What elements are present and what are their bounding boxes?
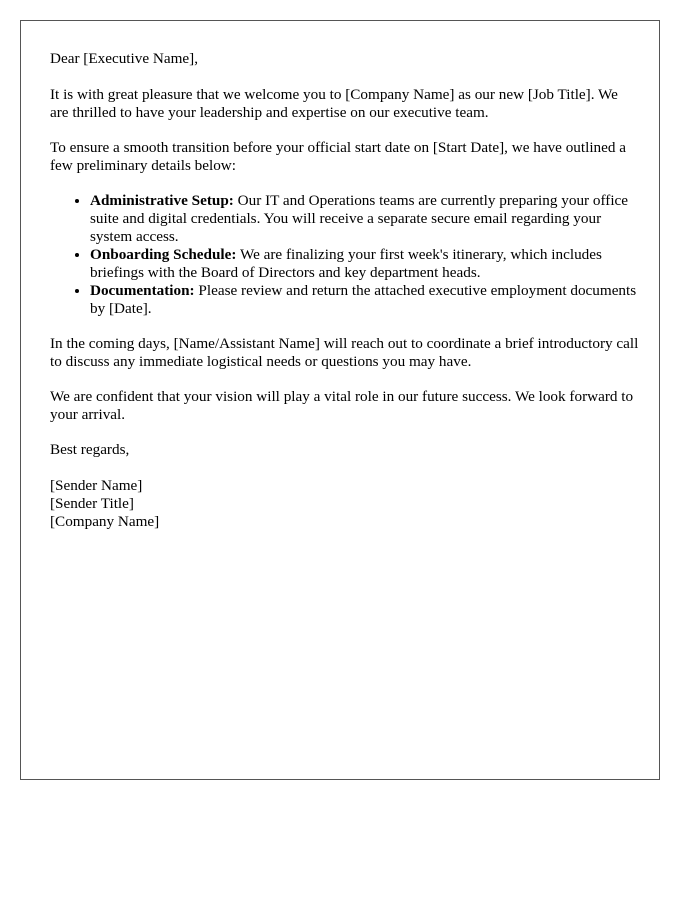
detail-text: We are finalizing your first week's itinerary, which includes briefings with the Board of Directors and key department heads. <box>90 246 602 281</box>
letter-body <box>50 50 640 531</box>
confidence-paragraph: We are confident that your vision will play a vital role in our future success. We look forward to your arrival. <box>50 388 634 423</box>
salutation: Dear [Executive Name], <box>50 50 198 67</box>
sender-title: [Sender Title] <box>50 495 134 512</box>
coming-days-paragraph: In the coming days, [Name/Assistant Name] will reach out to coordinate a brief introductory call to discuss any immediate logistical needs or questions you may have. <box>50 335 639 370</box>
detail-title: Administrative Setup: <box>90 192 234 209</box>
detail-text: Our IT and Operations teams are currently preparing your office suite and digital credentials. You will receive a separate secure email regarding your system access. <box>90 192 629 245</box>
detail-title: Onboarding Schedule: <box>90 246 237 263</box>
detail-text: Please review and return the attached executive employment documents by [Date]. <box>90 282 637 317</box>
company-name: [Company Name] <box>50 513 160 530</box>
list-item <box>90 246 640 282</box>
letter-frame <box>20 20 660 780</box>
sender-name: [Sender Name] <box>50 477 143 494</box>
intro-paragraph: It is with great pleasure that we welcome you to [Company Name] as our new [Job Title]. We are thrilled to have your leadership and expertise on our executive team. <box>50 86 618 121</box>
list-item <box>90 192 640 246</box>
closing: Best regards, <box>50 441 130 458</box>
list-item <box>90 282 640 318</box>
details-list <box>50 192 640 318</box>
signature-block <box>50 477 640 531</box>
transition-paragraph: To ensure a smooth transition before your official start date on [Start Date], we have outlined a few preliminary details below: <box>50 139 627 174</box>
detail-title: Documentation: <box>90 282 195 299</box>
